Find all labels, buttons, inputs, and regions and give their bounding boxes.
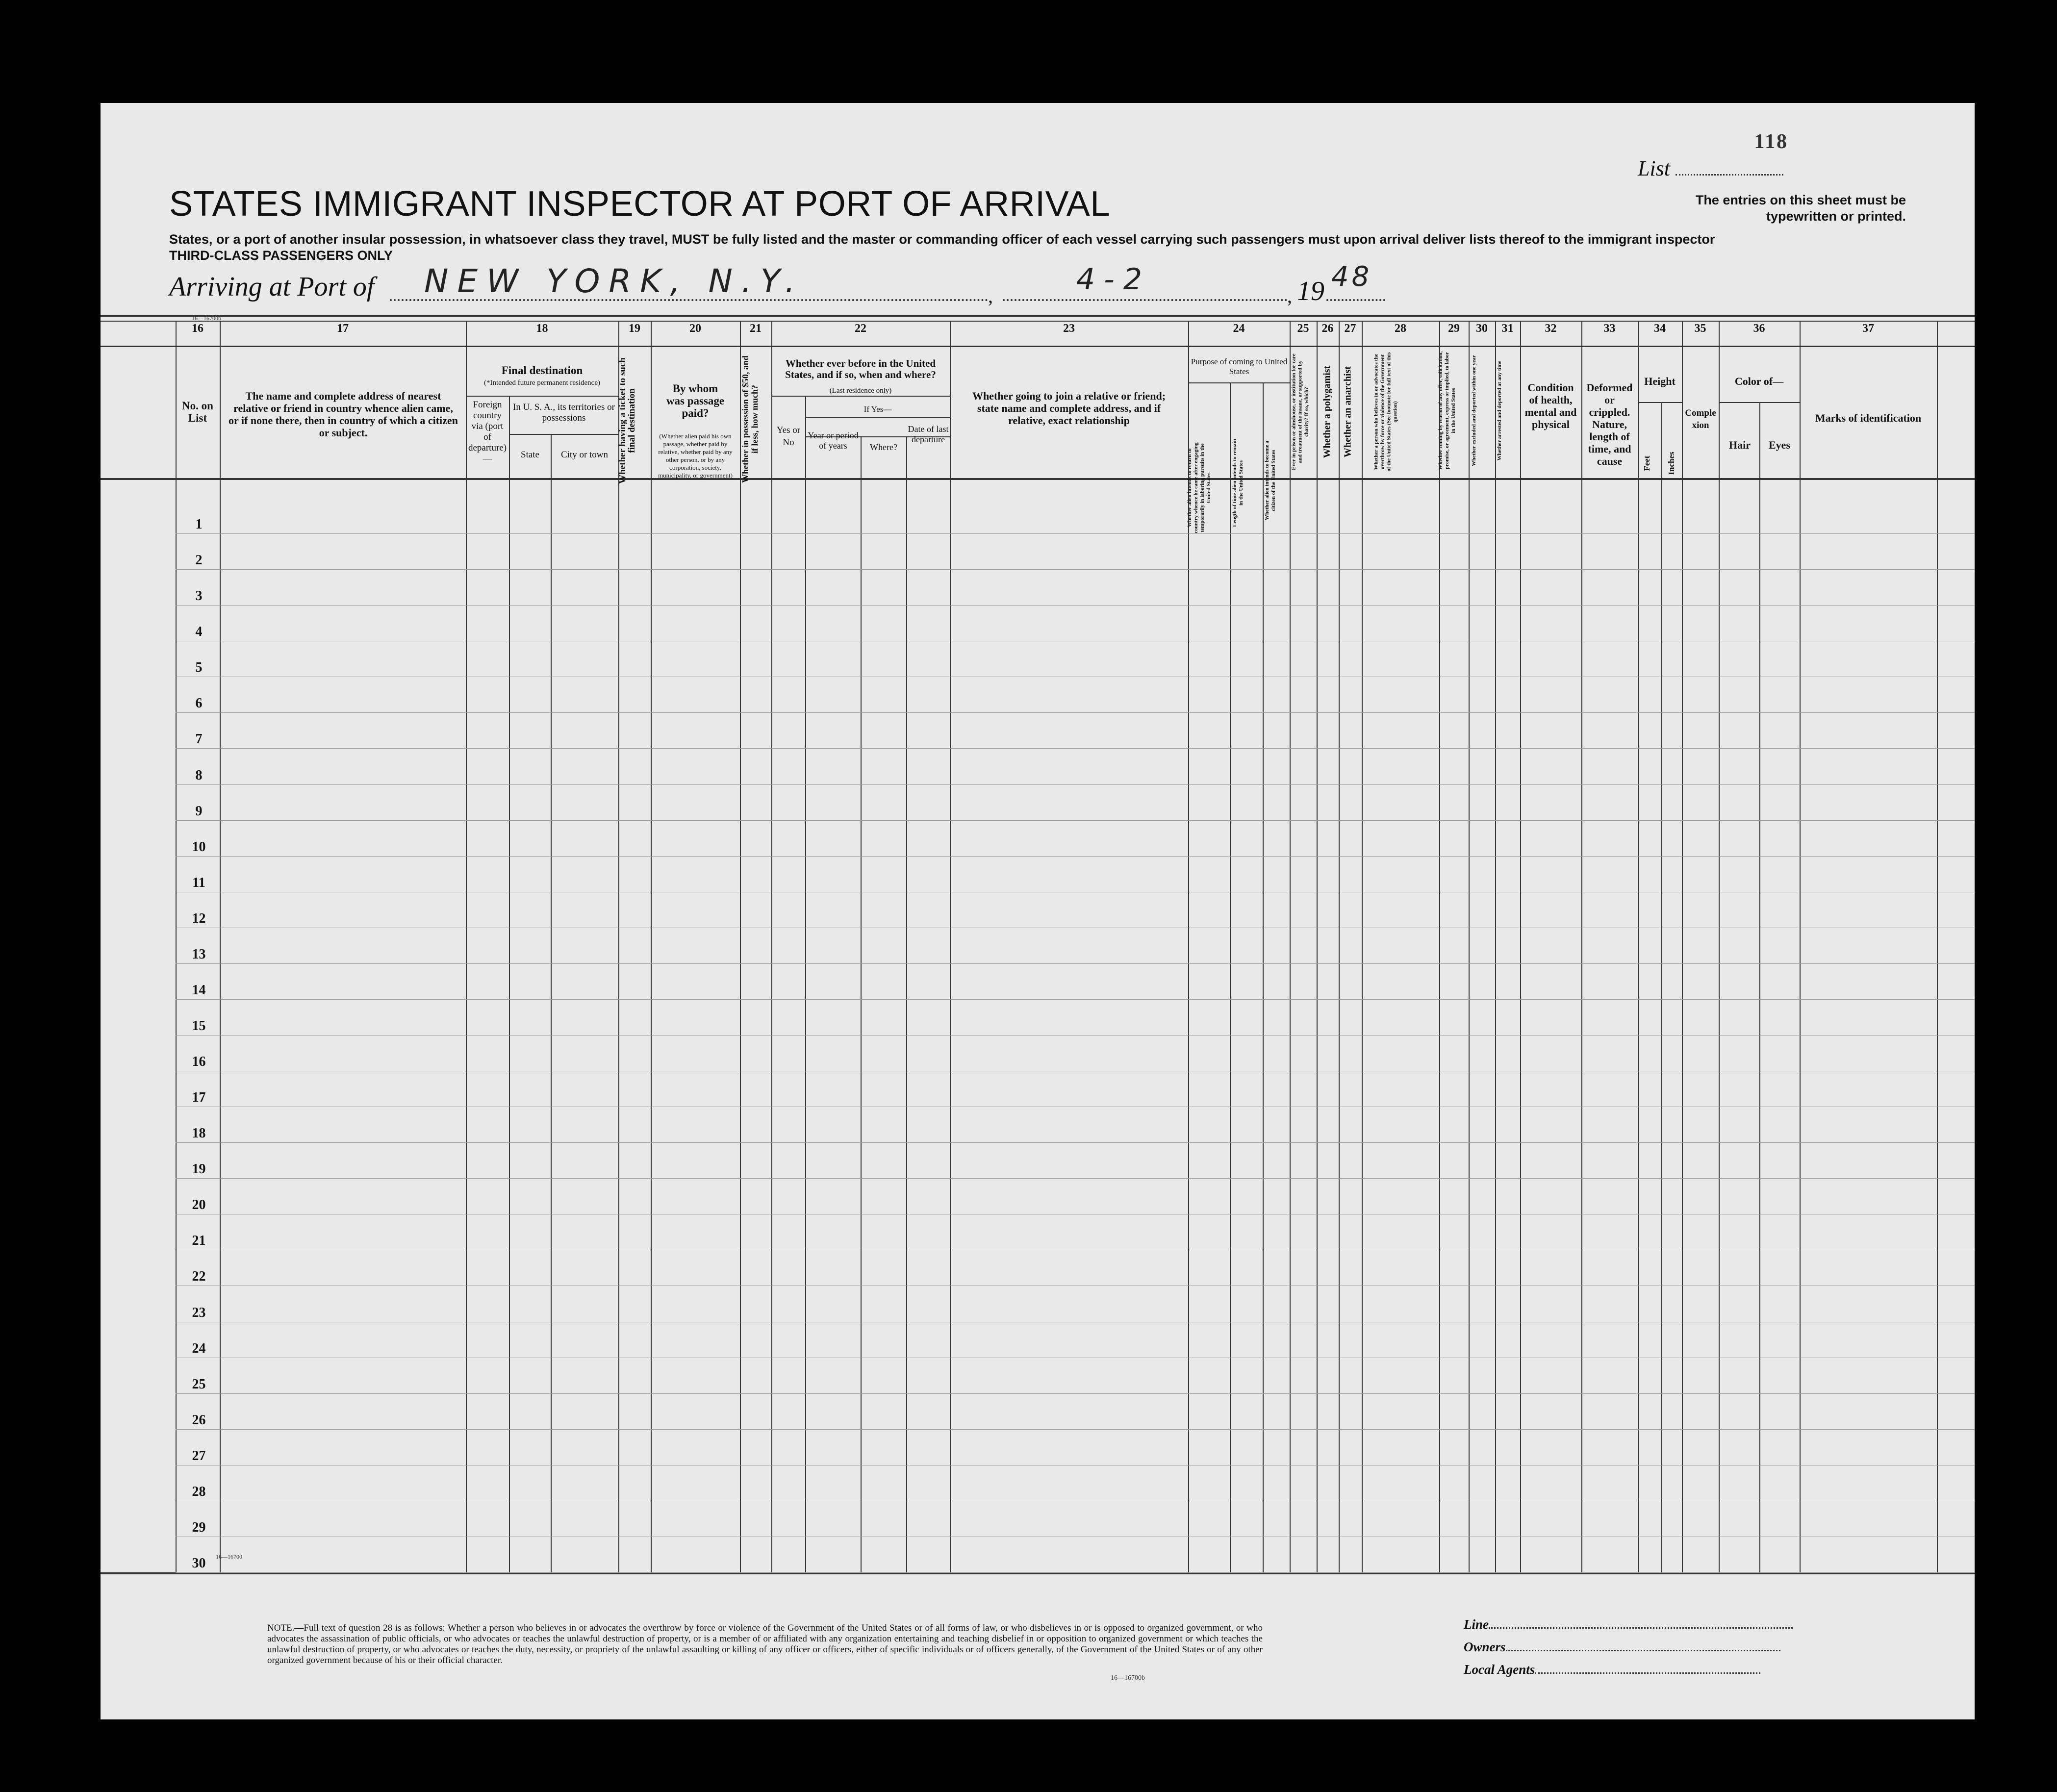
header-state: State	[521, 450, 539, 460]
list-number: 118	[1754, 130, 1788, 153]
row-number: 28	[192, 1484, 206, 1499]
row-number: 30	[192, 1556, 206, 1571]
row-number: 7	[195, 732, 203, 747]
header-date-departure: Date of last departure	[908, 424, 949, 444]
table-row	[176, 999, 1975, 1000]
table-row	[176, 963, 1975, 964]
header-color-of: Color of—	[1734, 375, 1784, 387]
header-final-destination: Final destination	[501, 364, 583, 377]
header-ticket: Whether having a ticket to such final destination	[617, 357, 637, 484]
arriving-label: Arriving at Port of	[169, 272, 375, 302]
row-number: 25	[192, 1376, 206, 1392]
header-complexion: Complexion	[1685, 408, 1716, 430]
row-number: 15	[192, 1018, 206, 1034]
row-number: 23	[192, 1305, 206, 1320]
date-handwritten: 4-2	[1076, 262, 1151, 297]
header-passage-paid-sub: (Whether alien paid his own passage, whether paid by relative, whether paid by any other person, or by any corporation, society, municipality, or government)	[658, 432, 733, 479]
year-handwritten: 48	[1331, 261, 1372, 293]
agents-block	[1464, 1617, 1793, 1685]
header-if-yes: If Yes—	[863, 404, 892, 414]
form-code-top: 16—16700b	[192, 315, 221, 322]
header-ever-before: Whether ever before in the United States, and if so, when and where?	[785, 357, 936, 380]
row-number: 24	[192, 1340, 206, 1356]
table-row	[176, 820, 1975, 821]
table-row	[176, 712, 1975, 713]
header-nearest-relative: The name and complete address of nearest relative or friend in country whence alien came, or if none there, then in country of which a citizen or subject.	[229, 390, 458, 439]
header-city: City or town	[560, 450, 609, 460]
line-label: Line	[1464, 1617, 1489, 1632]
manifest-sheet: 118 List STATES IMMIGRANT INSPECTOR AT PORT OF ARRIVAL The entries on this sheet must be typewritten or printed. States, or a port of another insular possession, in whatsoever class they travel, MUST be fully listed and the master or commanding officer of each vessel carrying such passengers must upon arrival deliver lists thereof to the immigrant inspector THIRD-CLASS PASSENGERS ONLY Arriving at Port of NEW YORK, N.Y. , 4-2 , 19 48 16—16700b 16 17 18 19 20 21 22 23 24 25 26 27 28 29 30 31 32 33 34 35 36 37 No. on List The name and complete address of nearest relative or friend in country whence alien came, or if none there, then in country of which a citizen or subject. Final destination (*Intended future permanent residence) Foreign country via (port of departure)— In U. S. A., its territories or possessions State City or town Whether having a ticket to such final destination By whom was passage paid? (Whether alien paid his own passage, whether paid by relative, whether paid by any other person, or by any corporation, society, municipality, or government) Whether in possession of $50, and if less, how much? Whether ever before in the United States, and if so, when and where? (Last residence only) Yes or No If Yes— Year or period of years Where? Date of last departure Whether going to join a relative or friend; state name and complete address, and if relative, exact relationship Purpose of coming to United States Whether alien intends to return to country whence he came after engaging temporarily in laboring pursuits in the United States Length of time alien intends to remain in the United States Whether alien intends to become a citizen of the United States Ever in prison or almshouse, or institution for care and treatment of the insane, or supported by charity? If so, which? Whether a polygamist Whether an anarchist Whether a person who believes in or advocates the overthrow by force or violence of the Government of the United States (See footnote for full text of this question) Whether coming by reason of any offer, solicitation, promise, or agreement, express or implied, to labor in the United States Whether excluded and deported within one year Whether arrested and deported at any time Condition of health, mental and physical Deformed or crippled. Nature, length of time, and cause Height Feet Inches Complexion Color of— Hair Eyes Marks of identification 1 2 3 4 5 6 7 8 9 10 11 12 13 14 15 16 17 18 19 20 21 22 23 24 25 26 27 28 29 30 16—16700 NOTE.—Full text of question 28 is as follows: Whether a person who believes in or advocates the overthrow by force or violence of the Government of the United States or of all forms of law, or who disbelieves in or is opposed to organized government, or who advocates the assassination of public officials, or who advocates or teaches the unlawful destruction of property, or is a member of or affiliated with any organization entertaining and teaching disbelief in or opposition to organized government or which teaches the unlawful destruction of property, or who advocates or teaches the duty, necessity, or propriety of the unlawful assaulting or killing of any officer or officers, either of specific individuals or of officers generally, of the Government of the United States or of any other organized government because of his or their official character. 16—16700b Line Owners Local Agents	[101, 103, 1975, 1719]
header-excluded: Whether excluded and deported within one year	[1471, 355, 1477, 466]
header-overthrow: Whether a person who believes in or advocates the overthrow by force or violence of the Government of the United States (See footnote for full text of this question)	[1373, 352, 1398, 472]
row-number: 29	[192, 1519, 206, 1535]
row-number: 16	[192, 1054, 206, 1070]
row-number: 19	[192, 1161, 206, 1177]
header-yes-no: Yes or No	[776, 425, 801, 448]
row-number: 5	[195, 660, 203, 676]
header-eyes: Eyes	[1769, 439, 1790, 451]
table-row	[176, 605, 1975, 606]
column-number: 29	[1448, 322, 1460, 335]
header-deformed: Deformed or crippled. Nature, length of time, and cause	[1586, 381, 1633, 467]
header-foreign-country: Foreign country via (port of departure)—	[468, 400, 507, 464]
header-purpose-a: Whether alien intends to return to country whence he came after engaging temporarily in laboring pursuits in the United States	[1187, 442, 1212, 533]
row-number: 22	[192, 1269, 206, 1285]
intro-text: States, or a port of another insular possession, in whatsoever class they travel, MUST be fully listed and the master or commanding officer of each vessel carrying such passengers must upon arrival deliver lists thereof to the immigrant inspector THIRD-CLASS PASSENGERS ONLY	[169, 232, 1715, 263]
column-number: 20	[689, 322, 701, 335]
header-where: Where?	[870, 442, 897, 452]
column-number: 24	[1233, 322, 1245, 335]
column-number: 34	[1654, 322, 1666, 335]
header-feet: Feet	[1642, 455, 1651, 471]
header-prison: Ever in prison or almshouse, or institution for care and treatment of the insane, or supported by charity? If so, which?	[1291, 353, 1310, 470]
header-fifty-dollars: Whether in possession of $50, and if less, how much?	[740, 355, 760, 483]
header-health: Condition of health, mental and physical	[1524, 381, 1577, 430]
owners-label: Owners	[1464, 1640, 1506, 1654]
column-number: 16	[192, 322, 203, 335]
footnote-code: 16—16700b	[1111, 1674, 1145, 1682]
row-number: 21	[192, 1233, 206, 1249]
column-number: 30	[1476, 322, 1488, 335]
header-anarchist: Whether an anarchist	[1342, 366, 1353, 457]
year-prefix: 19	[1297, 276, 1324, 306]
table-row	[176, 1429, 1975, 1430]
row-number: 8	[195, 767, 203, 783]
header-purpose: Purpose of coming to United States	[1191, 357, 1288, 376]
footnote: NOTE.—Full text of question 28 is as follows: Whether a person who believes in or advocates the overthrow by force or violence of the Government of the United States or of all forms of law, or who disbelieves in or is opposed to organized government, or who advocates the assassination of public officials, or who advocates or teaches the unlawful destruction of property, or is a member of or affiliated with any organization entertaining and teaching disbelief in or opposition to organized government or which teaches the unlawful destruction of property, or who advocates or teaches the duty, necessity, or propriety of the unlawful assaulting or killing of any officer or officers, either of specific individuals or of officers generally, of the Government of the United States or of any other organized government because of his or their official character.	[267, 1623, 1263, 1666]
column-number: 26	[1321, 322, 1334, 335]
column-number: 36	[1753, 322, 1765, 335]
header-arrested: Whether arrested and deported at any time	[1497, 360, 1502, 461]
column-number: 37	[1862, 322, 1874, 335]
column-number: 19	[629, 322, 640, 335]
row-number: 13	[192, 946, 206, 962]
column-number: 33	[1603, 322, 1616, 335]
row-number: 6	[195, 696, 203, 711]
row-number: 18	[192, 1126, 206, 1141]
column-number: 23	[1063, 322, 1075, 335]
column-number: 18	[536, 322, 548, 335]
column-number: 22	[855, 322, 866, 335]
header-purpose-c: Whether alien intends to become a citizen of the United States	[1264, 440, 1276, 521]
header-join-relative: Whether going to join a relative or friend; state name and complete address, and if relative, exact relationship	[972, 390, 1166, 427]
table-row	[176, 856, 1975, 857]
page-title: STATES IMMIGRANT INSPECTOR AT PORT OF ARRIVAL	[169, 184, 1110, 224]
column-number: 31	[1501, 322, 1514, 335]
table-row	[176, 1178, 1975, 1179]
header-inches: Inches	[1667, 452, 1676, 475]
row-number: 1	[195, 517, 203, 532]
row-number: 3	[195, 588, 203, 604]
column-number: 32	[1545, 322, 1557, 335]
column-number: 35	[1694, 322, 1706, 335]
row-number: 20	[192, 1197, 206, 1213]
header-no-on-list: No. on List	[182, 400, 213, 424]
row-number: 12	[192, 910, 206, 926]
row-number: 27	[192, 1448, 206, 1464]
row-number: 2	[195, 553, 203, 568]
header-final-destination-sub: (*Intended future permanent residence)	[484, 379, 600, 387]
header-passage-paid: By whom was passage paid?	[666, 382, 725, 419]
row-number: 11	[192, 875, 205, 890]
header-height: Height	[1644, 375, 1676, 387]
row-number: 4	[195, 624, 203, 640]
column-number: 17	[337, 322, 349, 335]
header-polygamist: Whether a polygamist	[1321, 365, 1333, 458]
header-hair: Hair	[1729, 439, 1751, 451]
table-row	[176, 569, 1975, 570]
table-row	[176, 748, 1975, 749]
header-labor-offer: Whether coming by reason of any offer, solicitation, promise, or agreement, express or implied, to labor in the United States	[1438, 351, 1456, 470]
entries-note: The entries on this sheet must be typewritten or printed.	[1695, 193, 1906, 224]
table-row	[176, 784, 1975, 785]
table-row	[176, 1393, 1975, 1394]
row-number: 14	[192, 982, 206, 998]
header-year-period: Year or period of years	[808, 430, 859, 451]
row-number: 17	[192, 1090, 206, 1106]
header-in-usa: In U. S. A., its territories or possessions	[513, 402, 615, 423]
column-number: 25	[1297, 322, 1309, 335]
table-row	[176, 533, 1975, 534]
header-marks: Marks of identification	[1815, 412, 1922, 424]
port-handwritten: NEW YORK, N.Y.	[424, 262, 804, 300]
header-purpose-b: Length of time alien intends to remain in the United States	[1232, 439, 1244, 527]
column-number: 27	[1344, 322, 1356, 335]
header-last-residence: (Last residence only)	[829, 387, 892, 395]
column-number: 21	[750, 322, 762, 335]
form-code-bottom: 16—16700	[216, 1553, 242, 1560]
list-label: List	[1638, 156, 1783, 181]
row-number: 26	[192, 1412, 206, 1428]
column-number: 28	[1395, 322, 1406, 335]
table-row	[176, 1142, 1975, 1143]
table-row	[176, 1572, 1975, 1573]
row-number: 10	[192, 839, 206, 855]
row-number: 9	[195, 803, 203, 819]
local-agents-label: Local Agents	[1464, 1662, 1535, 1677]
